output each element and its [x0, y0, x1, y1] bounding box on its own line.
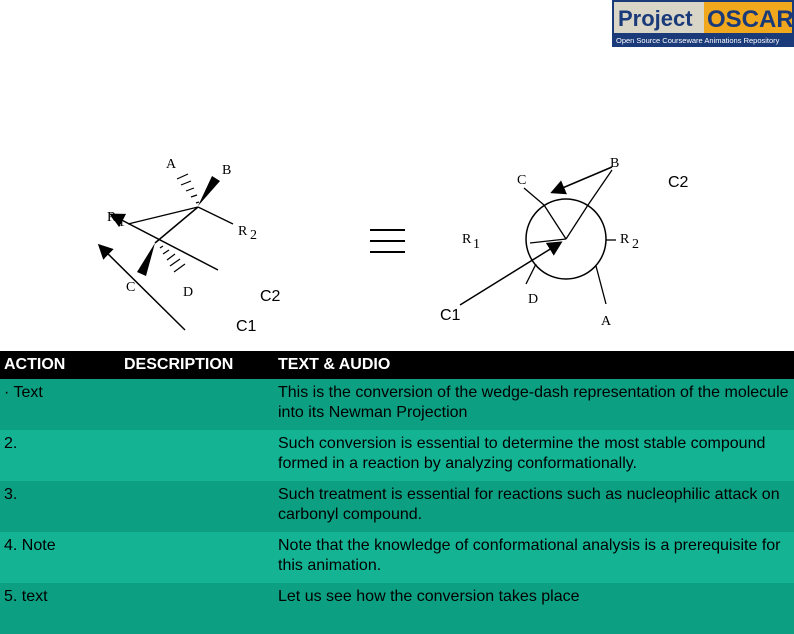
dash-bond-d: [160, 246, 185, 272]
arrow-c1-right: [460, 243, 560, 305]
svg-text:R: R: [620, 232, 630, 247]
dash-bond-a: [177, 174, 199, 203]
label-c2-left: C2: [260, 288, 281, 305]
arrow-c2-right: [553, 167, 612, 192]
svg-text:R: R: [107, 210, 117, 225]
row-action: 2.: [0, 430, 120, 481]
svg-text:2: 2: [250, 228, 257, 243]
svg-text:D: D: [528, 292, 539, 307]
svg-text:A: A: [601, 314, 612, 329]
wedge-bond-b: [198, 176, 220, 206]
table-header-row: [0, 351, 794, 379]
svg-text:A: A: [166, 157, 177, 172]
row-text: Such treatment is essential for reactions such as nucleophilic attack on carbonyl compound.: [274, 481, 794, 532]
bond-r2: [198, 207, 233, 224]
row-text: This is the conversion of the wedge-dash representation of the molecule into its Newman Projection: [274, 379, 794, 430]
wedge-dash-structure: [100, 157, 257, 330]
row-action: 5. text: [0, 583, 120, 634]
storyboard-table: [0, 351, 794, 634]
label-c1-left: C1: [236, 318, 257, 335]
header-action: ACTION: [0, 351, 120, 379]
arrow-c2-left: [112, 215, 218, 270]
row-text: Note that the knowledge of conformational analysis is a prerequisite for this animation.: [274, 532, 794, 583]
row-description: [120, 532, 274, 583]
wedge-bond-c: [137, 243, 155, 276]
table-row: [0, 583, 794, 634]
svg-text:OSCAR: OSCAR: [707, 6, 794, 33]
row-description: [120, 481, 274, 532]
row-description: [120, 379, 274, 430]
row-action: 4. Note: [0, 532, 120, 583]
svg-text:2: 2: [632, 237, 639, 252]
table-row: [0, 430, 794, 481]
table-row: [0, 379, 794, 430]
svg-text:1: 1: [118, 215, 125, 230]
svg-text:Open Source Courseware Animati: Open Source Courseware Animations Repository: [616, 36, 780, 45]
svg-text:R: R: [238, 224, 248, 239]
equivalence-sign: [370, 230, 405, 252]
row-action: 3.: [0, 481, 120, 532]
svg-text:D: D: [183, 285, 194, 300]
svg-text:C: C: [126, 280, 136, 295]
header-description: DESCRIPTION: [120, 351, 274, 379]
row-text: Let us see how the conversion takes place: [274, 583, 794, 634]
project-oscar-logo: [612, 0, 794, 47]
label-c1-right: C1: [440, 307, 461, 324]
svg-text:C: C: [517, 173, 527, 188]
header-text-audio: TEXT & AUDIO: [274, 351, 794, 379]
label-c2-right: C2: [668, 174, 689, 191]
svg-text:B: B: [610, 156, 620, 171]
svg-text:1: 1: [473, 237, 480, 252]
svg-text:Project: Project: [618, 6, 693, 31]
table-row: [0, 481, 794, 532]
table-row: [0, 532, 794, 583]
svg-text:R: R: [462, 232, 472, 247]
row-description: [120, 430, 274, 481]
row-text: Such conversion is essential to determine the most stable compound formed in a reaction by analyzing conformationally.: [274, 430, 794, 481]
arrow-c1-left: [100, 246, 185, 330]
newman-projection: [460, 156, 639, 329]
svg-text:B: B: [222, 163, 232, 178]
row-action: · Text: [0, 379, 120, 430]
row-description: [120, 583, 274, 634]
